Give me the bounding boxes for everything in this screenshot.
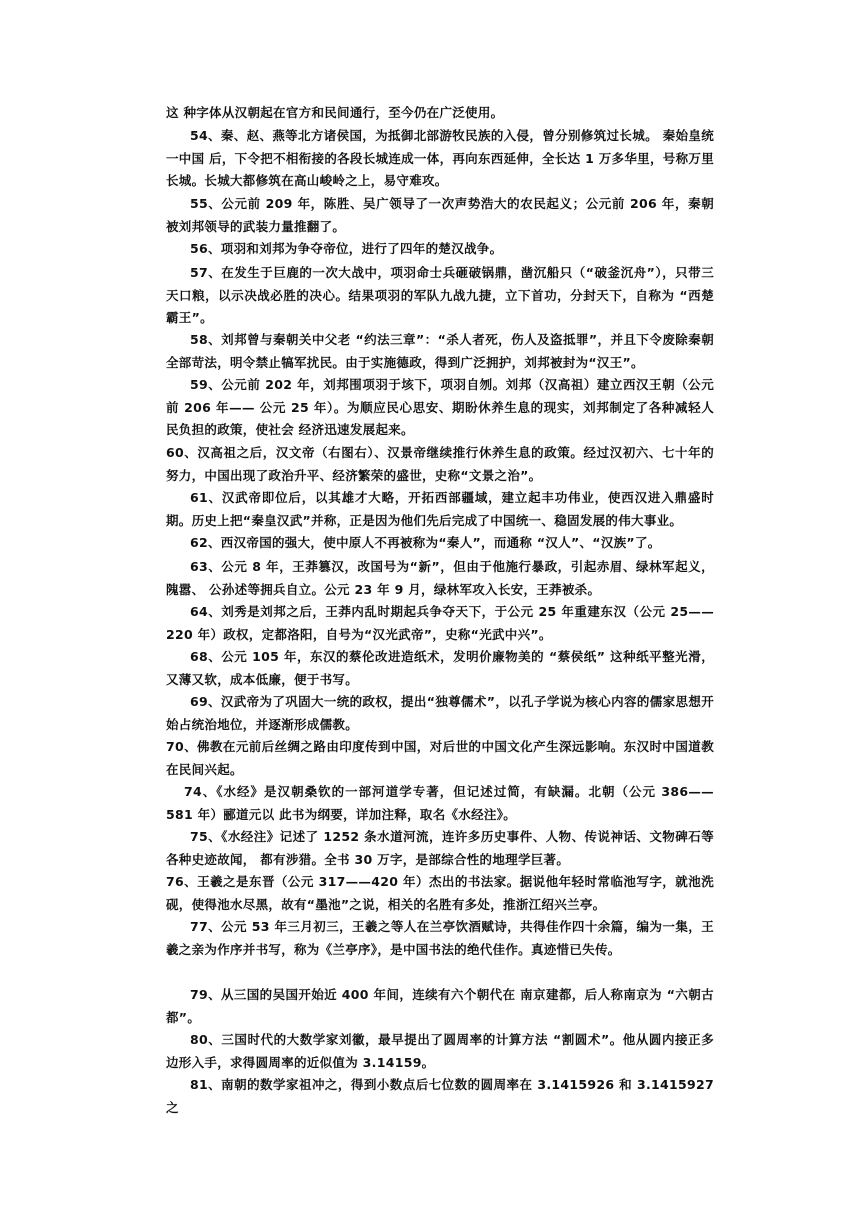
paragraph-58: 58、刘邦曾与秦朝关中父老 “约法三章”：“杀人者死，伤人及盗抵罪”，并且下令废除秦朝全部苛法，明令禁止犒军扰民。由于实施德政，得到广泛拥护，刘邦被封为“汉王”。: [166, 332, 714, 370]
paragraph-81: 81、南朝的数学家祖冲之，得到小数点后七位数的圆周率在 3.1415926 和 3.1415927 之: [166, 1077, 714, 1115]
paragraph-60: 60、汉高祖之后，汉文帝（右图右）、汉景帝继续推行休养生息的政策。经过汉初六、七十年的努力，中国出现了政治升平、经济繁荣的盛世，史称“文景之治”。: [166, 445, 714, 483]
paragraph-56: 56、项羽和刘邦为争夺帝位，进行了四年的楚汉战争。: [190, 241, 503, 256]
paragraph-55: 55、公元前 209 年，陈胜、吴广领导了一次声势浩大的农民起义；公元前 206 年，秦朝被刘邦领导的武装力量推翻了。: [166, 196, 714, 234]
paragraph-intro: 这 种字体从汉朝起在官方和民间通行，至今仍在广泛使用。: [166, 105, 504, 120]
paragraph-70: 70、佛教在元前后丝绸之路由印度传到中国，对后世的中国文化产生深远影响。东汉时中国道教在民间兴起。: [166, 739, 714, 777]
paragraph-74: 74、《水经》是汉朝桑钦的一部河道学专著，但记述过简，有缺漏。北朝（公元 386——581 年）郦道元以 此书为纲要，详加注释，取名《水经注》。: [166, 784, 714, 822]
paragraph-68: 68、公元 105 年，东汉的蔡伦改进造纸术，发明价廉物美的 “蔡侯纸” 这种纸平整光滑，又薄又软，成本低廉，便于书写。: [166, 649, 714, 687]
paragraph-59: 59、公元前 202 年，刘邦围项羽于垓下，项羽自刎。刘邦（汉高祖）建立西汉王朝（公元前 206 年—— 公元 25 年）。为顺应民心思安、期盼休养生息的现实，刘邦制定了各种减轻人民负担的政策，使社会 经济迅速发展起来。: [166, 377, 714, 437]
paragraph-79: 79、从三国的吴国开始近 400 年间，连续有六个朝代在 南京建都，后人称南京为 “六朝古都”。: [166, 987, 714, 1025]
paragraph-62: 62、西汉帝国的强大，使中原人不再被称为“秦人”，而通称 “汉人”、“汉族”了。: [190, 535, 661, 550]
paragraph-77: 77、公元 53 年三月初三，王羲之等人在兰亭饮酒赋诗，共得佳作四十余篇，编为一集，王羲之亲为作序并书写，称为《兰亭序》，是中国书法的绝代佳作。真迹惜已失传。: [166, 919, 714, 957]
paragraph-76: 76、王羲之是东晋（公元 317——420 年）杰出的书法家。据说他年轻时常临池写字，就池洗砚，使得池水尽黑，故有“墨池”之说，相关的名胜有多处，推浙江绍兴兰亭。: [166, 874, 714, 912]
paragraph-57: 57、在发生于巨鹿的一次大战中，项羽命士兵砸破锅鼎，凿沉船只（“破釜沉舟”），只带三天口粮，以示决战必胜的决心。结果项羽的军队九战九捷，立下首功，分封天下，自称为 “西楚霸王”。: [166, 265, 714, 325]
paragraph-75: 75、《水经注》记述了 1252 条水道河流，连许多历史事件、人物、传说神话、文物碑石等各种史迹故闻， 都有涉猎。全书 30 万字，是部综合性的地理学巨著。: [166, 829, 714, 867]
paragraph-63: 63、公元 8 年，王莽篡汉，改国号为“新”，但由于他施行暴政，引起赤眉、绿林军起义，隗嚣、 公孙述等拥兵自立。公元 23 年 9 月，绿林军攻入长安，王莽被杀。: [166, 559, 714, 597]
paragraph-61: 61、汉武帝即位后，以其雄才大略，开拓西部疆域，建立起丰功伟业，使西汉进入鼎盛时期。历史上把“秦皇汉武”并称，正是因为他们先后完成了中国统一、稳固发展的伟大事业。: [166, 490, 714, 528]
paragraph-80: 80、三国时代的大数学家刘徽，最早提出了圆周率的计算方法 “割圆术”。他从圆内接正多边形入手，求得圆周率的近似值为 3.14159。: [166, 1032, 714, 1070]
paragraph-64: 64、刘秀是刘邦之后，王莽内乱时期起兵争夺天下，于公元 25 年重建东汉（公元 25——220 年）政权，定都洛阳，自号为“汉光武帝”，史称“光武中兴”。: [166, 604, 714, 642]
paragraph-69: 69、汉武帝为了巩固大一统的政权，提出“独尊儒术”，以孔子学说为核心内容的儒家思想开始占统治地位，并逐渐形成儒教。: [166, 694, 714, 732]
paragraph-54: 54、秦、赵、燕等北方诸侯国，为抵御北部游牧民族的入侵，曾分别修筑过长城。 秦始皇统一中国 后，下令把不相衔接的各段长城连成一体，再向东西延伸，全长达 1 万多华里，号称万里长城。长城大都修筑在高山峻岭之上，易守难攻。: [166, 128, 714, 188]
